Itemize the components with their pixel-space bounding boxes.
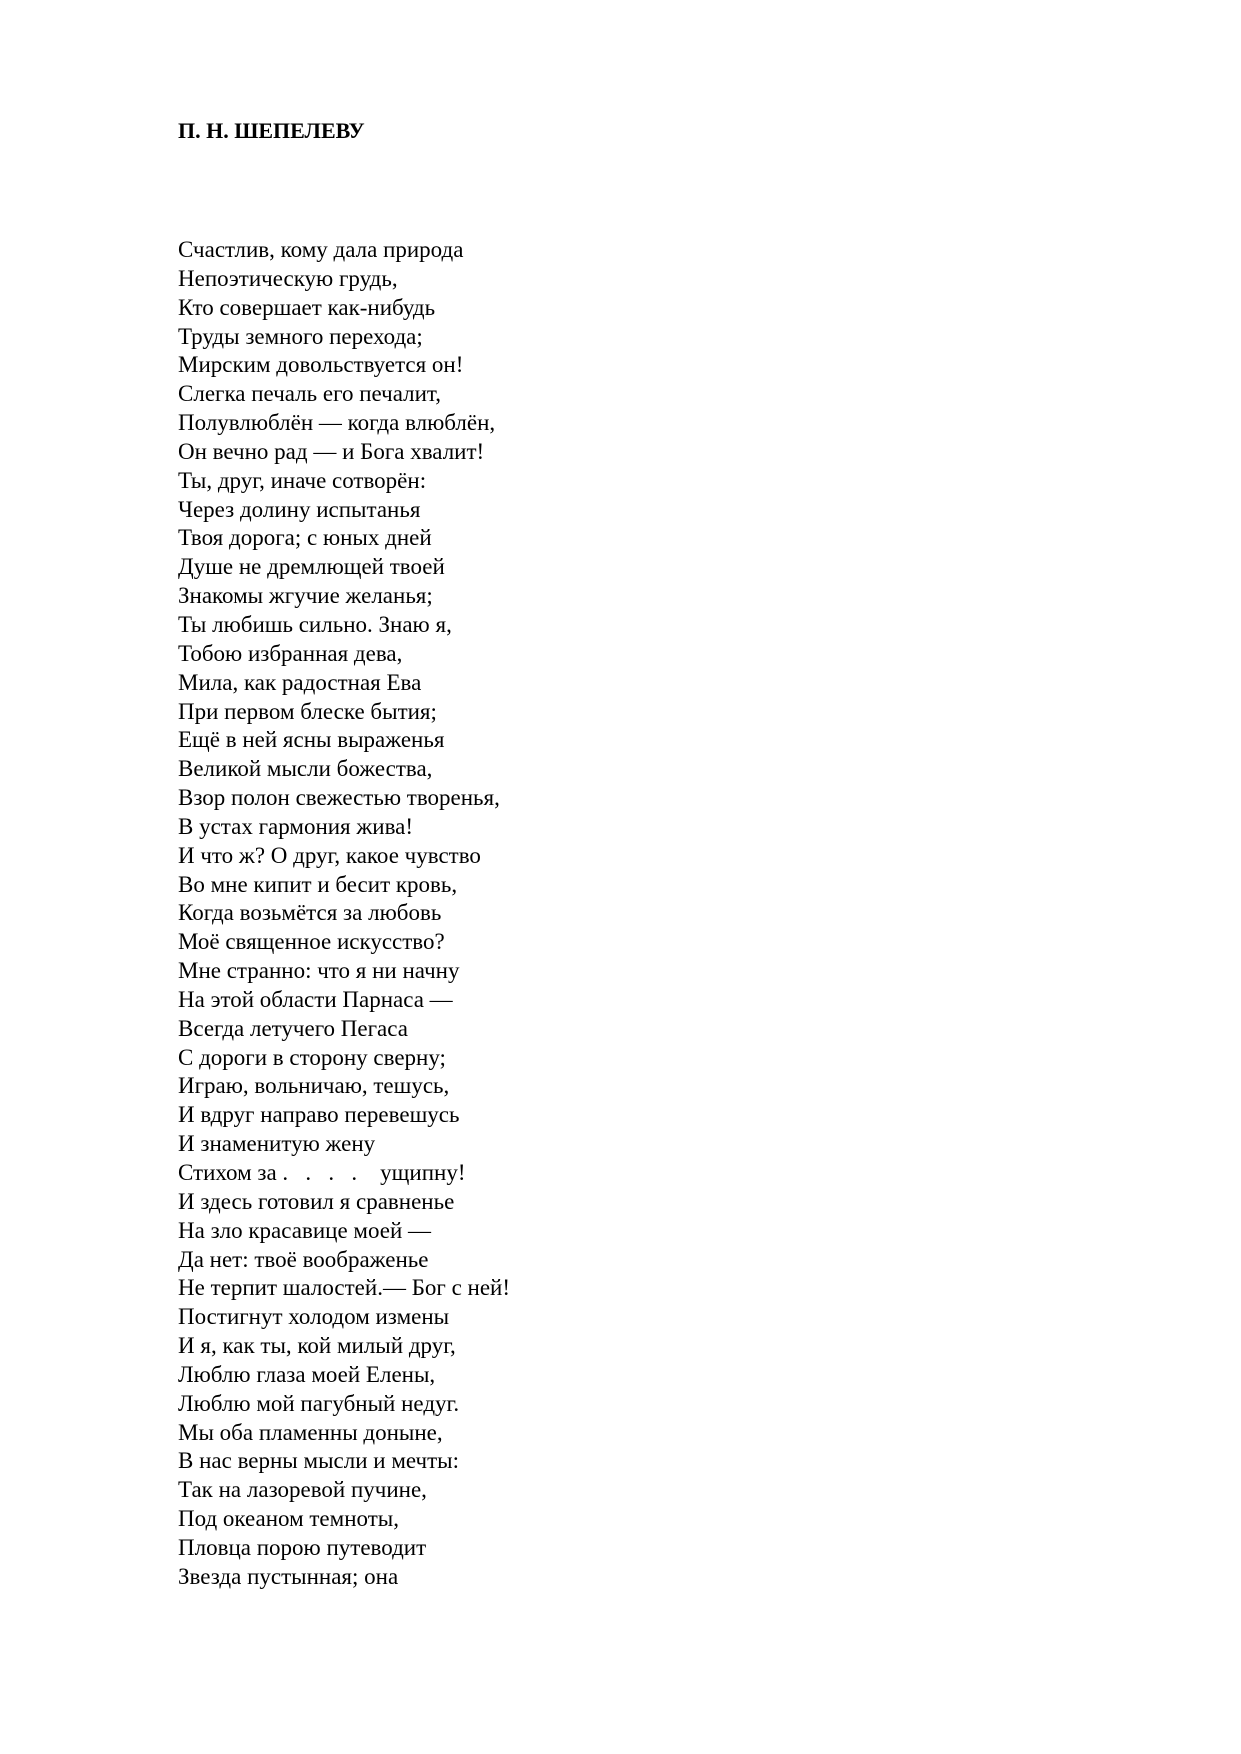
poem-line: Мне странно: что я ни начну xyxy=(178,958,460,984)
poem-line: В нас верны мысли и мечты: xyxy=(178,1448,459,1474)
poem-line: Труды земного перехода; xyxy=(178,323,423,349)
poem-line: И здесь готовил я сравненье xyxy=(178,1188,455,1214)
poem-line: Великой мысли божества, xyxy=(178,756,433,782)
poem-line: И вдруг направо перевешусь xyxy=(178,1102,460,1128)
poem-line: Звезда пустынная; она xyxy=(178,1563,399,1589)
poem-line: Постигнут холодом измены xyxy=(178,1304,450,1330)
poem-line: В устах гармония жива! xyxy=(178,813,414,839)
poem-line: Мирским довольствуется он! xyxy=(178,352,464,378)
poem-line: Счастлив, кому дала природа xyxy=(178,237,464,262)
poem-line: Под океаном темноты, xyxy=(178,1506,399,1532)
poem-line: Через долину испытанья xyxy=(178,496,421,522)
poem-line: Когда возьмётся за любовь xyxy=(178,900,442,926)
poem-line: При первом блеске бытия; xyxy=(178,698,437,724)
poem-body xyxy=(178,236,510,1592)
poem-line: Кто совершает как-нибудь xyxy=(178,294,436,320)
poem-line: Ещё в ней ясны выраженья xyxy=(178,727,445,753)
poem-line: На зло красавице моей — xyxy=(178,1217,431,1243)
poem-line: Ты, друг, иначе сотворён: xyxy=(178,467,427,493)
poem-line: Всегда летучего Пегаса xyxy=(178,1015,408,1041)
poem-line: Непоэтическую грудь, xyxy=(178,265,398,291)
poem-line: Полувлюблён — когда влюблён, xyxy=(178,410,496,436)
poem-line: Мы оба пламенны доныне, xyxy=(178,1419,443,1445)
poem-line: Знакомы жгучие желанья; xyxy=(178,583,433,609)
poem-line: Твоя дорога; с юных дней xyxy=(178,525,432,551)
poem-line: Играю, вольничаю, тешусь, xyxy=(178,1073,450,1099)
poem-line: Да нет: твоё воображенье xyxy=(178,1246,429,1272)
poem-line: С дороги в сторону сверну; xyxy=(178,1044,446,1070)
poem-line: Взор полон свежестью творенья, xyxy=(178,785,500,811)
poem-line: Во мне кипит и бесит кровь, xyxy=(178,871,458,897)
poem-line: На этой области Парнаса — xyxy=(178,986,453,1012)
poem-line: Он вечно рад — и Бога хвалит! xyxy=(178,438,485,464)
poem-line: И я, как ты, кой милый друг, xyxy=(178,1333,456,1359)
poem-line: И знаменитую жену xyxy=(178,1131,376,1157)
poem-line: Люблю мой пагубный недуг. xyxy=(178,1390,460,1416)
poem-line: Моё священное искусство? xyxy=(178,929,445,955)
poem-title: П. Н. ШЕПЕЛЕВУ xyxy=(178,118,365,143)
poem-line: Мила, как радостная Ева xyxy=(178,669,422,695)
poem-line: И что ж? О друг, какое чувство xyxy=(178,842,481,868)
poem-line: Пловца порою путеводит xyxy=(178,1534,427,1560)
poem-line: Так на лазоревой пучине, xyxy=(178,1477,427,1503)
poem-line: Люблю глаза моей Елены, xyxy=(178,1361,436,1387)
poem-line: Не терпит шалостей.— Бог с ней! xyxy=(178,1275,511,1301)
poem-line: Ты любишь сильно. Знаю я, xyxy=(178,611,452,637)
poem-line: Душе не дремлющей твоей xyxy=(178,554,445,580)
poem-line: Слегка печаль его печалит, xyxy=(178,381,441,407)
poem-line: Стихом за . . . . ущипну! xyxy=(178,1160,466,1185)
poem-line: Тобою избранная дева, xyxy=(178,640,403,666)
